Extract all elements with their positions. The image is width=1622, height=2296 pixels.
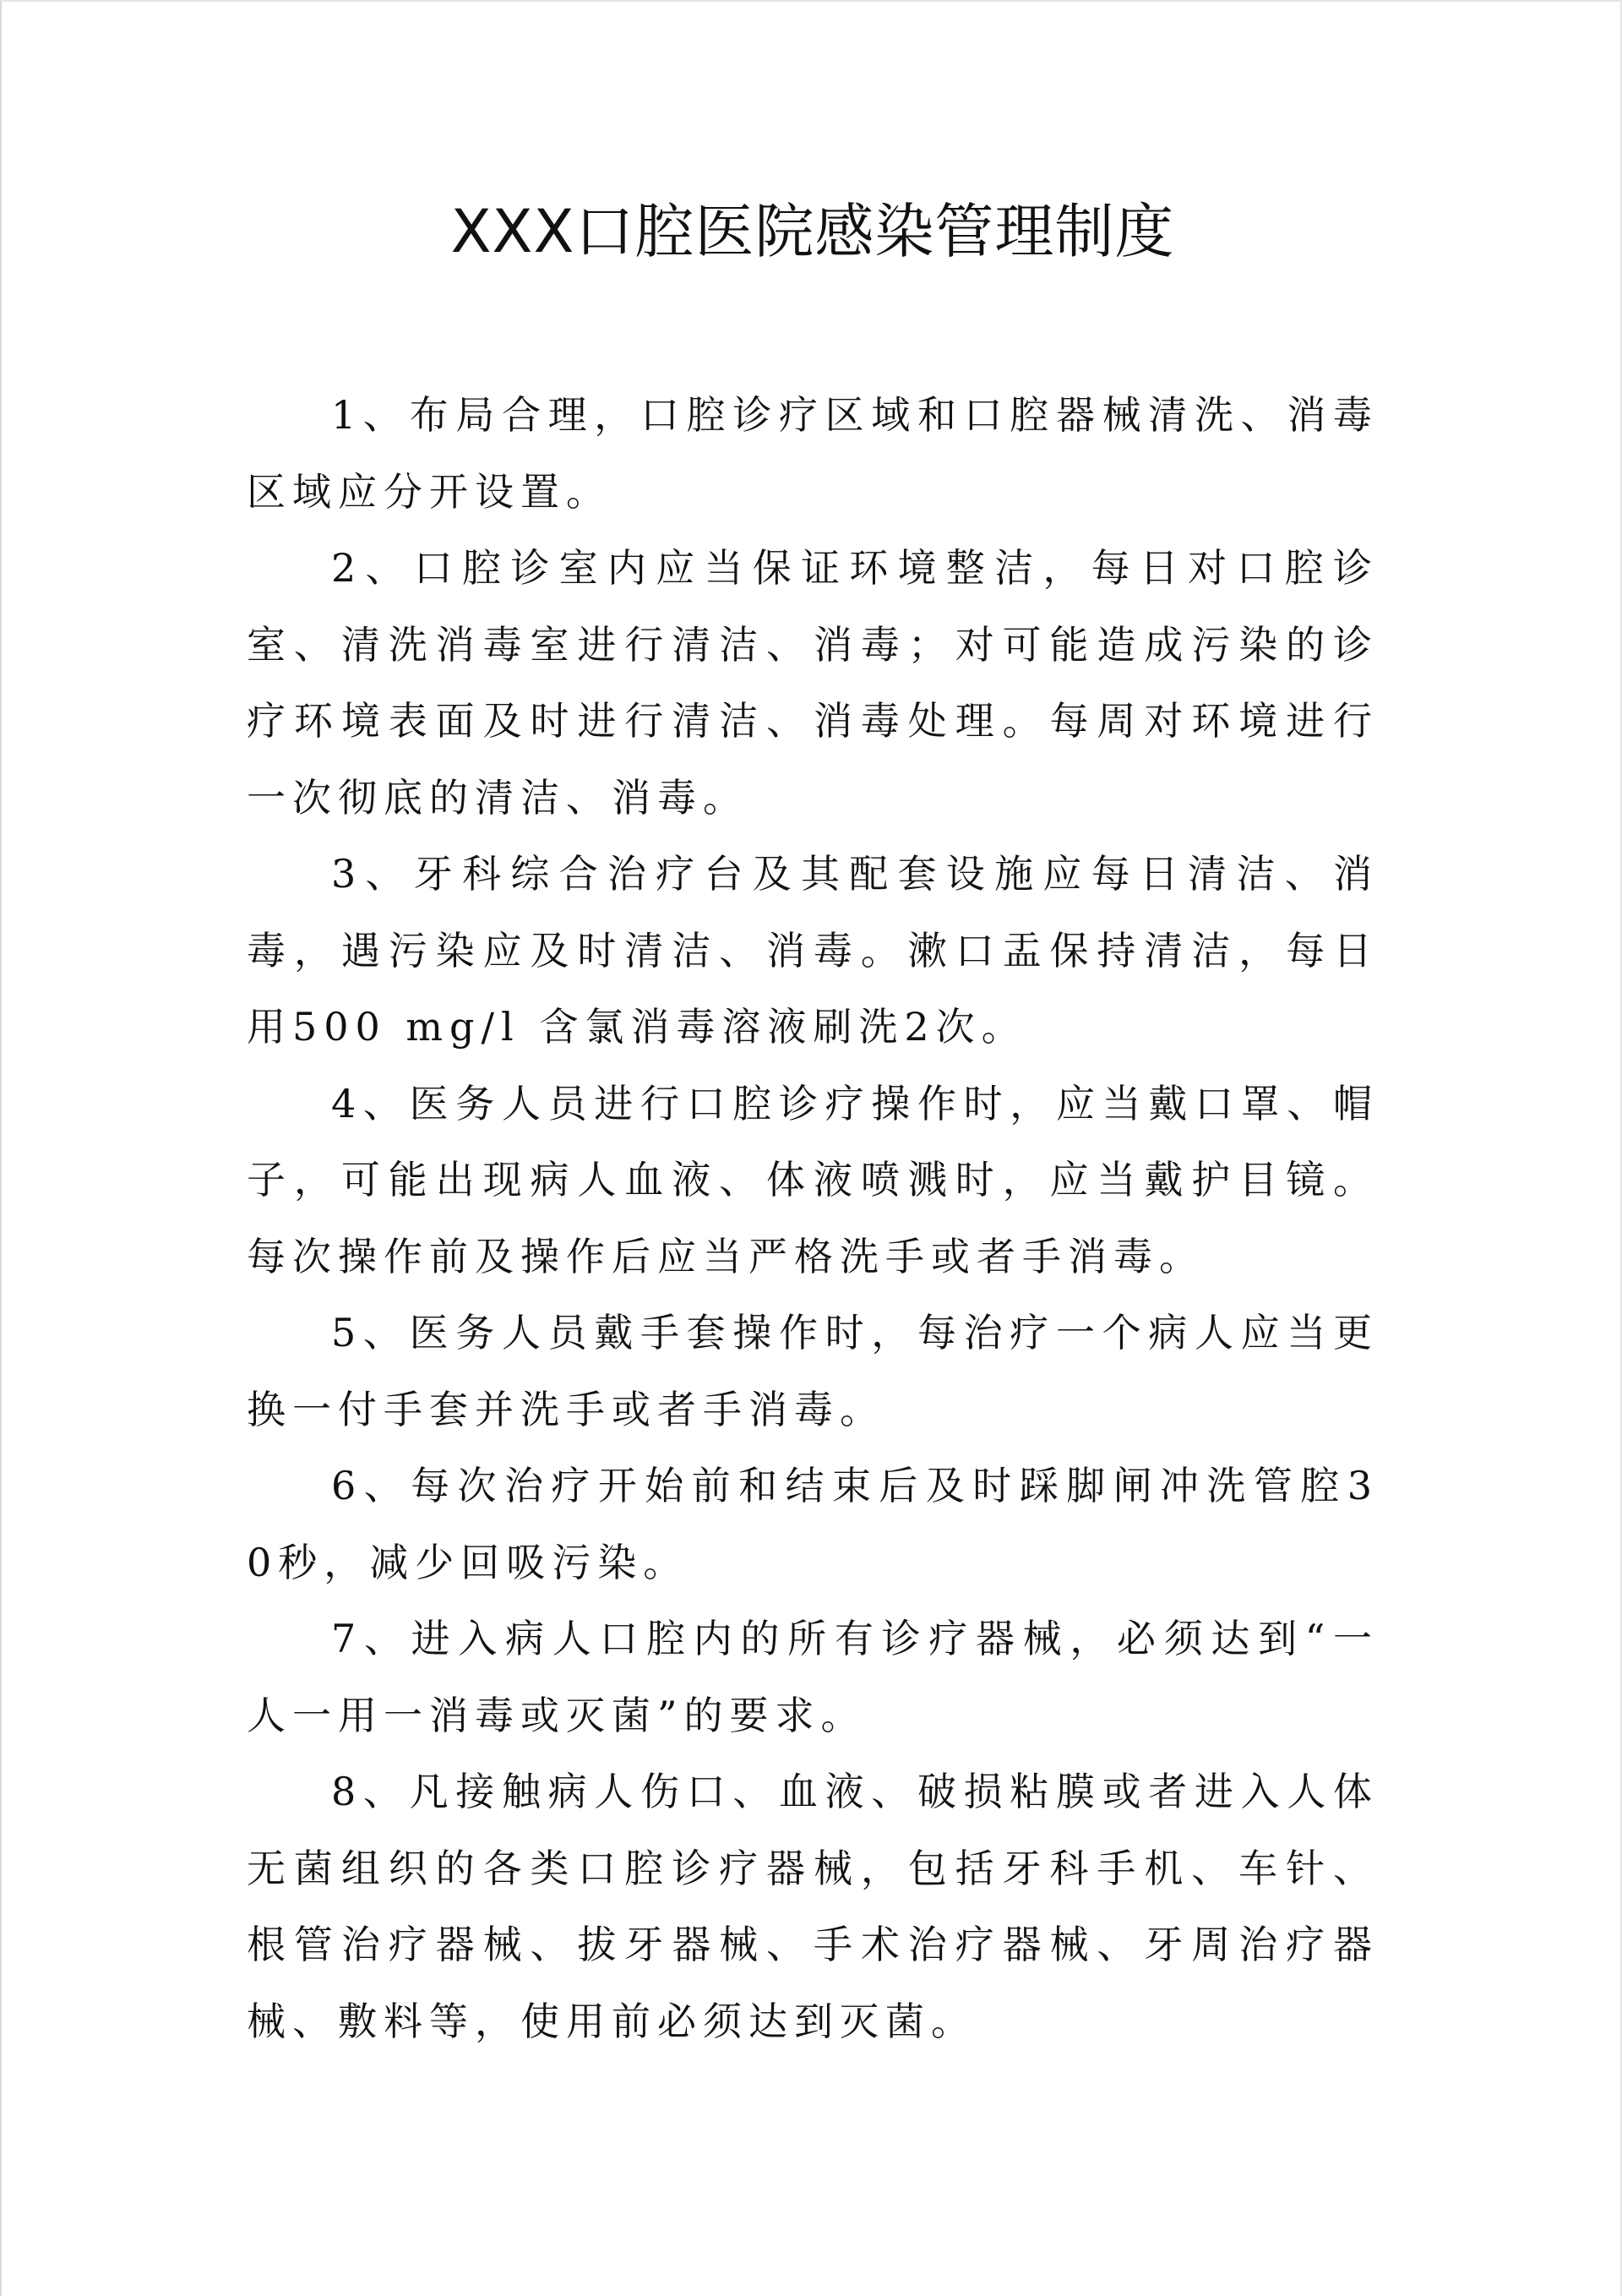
- rule-paragraph-1: 1、布局合理，口腔诊疗区域和口腔器械清洗、消毒区域应分开设置。: [247, 392, 1379, 515]
- document-body: [247, 377, 1379, 2059]
- rule-paragraph-2: 2、口腔诊室内应当保证环境整洁，每日对口腔诊室、清洗消毒室进行清洁、消毒；对可能造成污染的诊疗环境表面及时进行清洁、消毒处理。每周对环境进行一次彻底的清洁、消毒。: [247, 545, 1379, 821]
- rule-paragraph-4: 4、医务人员进行口腔诊疗操作时，应当戴口罩、帽子，可能出现病人血液、体液喷溅时，应当戴护目镜。每次操作前及操作后应当严格洗手或者手消毒。: [247, 1080, 1379, 1279]
- rule-paragraph-8: 8、凡接触病人伤口、血液、破损粘膜或者进入人体无菌组织的各类口腔诊疗器械，包括牙科手机、车针、根管治疗器械、拔牙器械、手术治疗器械、牙周治疗器械、敷料等，使用前必须达到灭菌。: [247, 1769, 1379, 2044]
- rule-paragraph-5: 5、医务人员戴手套操作时，每治疗一个病人应当更换一付手套并洗手或者手消毒。: [247, 1310, 1379, 1432]
- rule-paragraph-6: 6、每次治疗开始前和结束后及时踩脚闸冲洗管腔30秒，减少回吸污染。: [247, 1463, 1379, 1585]
- rule-paragraph-7: 7、进入病人口腔内的所有诊疗器械，必须达到“一人一用一消毒或灭菌”的要求。: [247, 1616, 1379, 1738]
- rule-paragraph-3: 3、牙科综合治疗台及其配套设施应每日清洁、消毒，遇污染应及时清洁、消毒。漱口盂保持清洁，每日用500 mg/l 含氯消毒溶液刷洗2次。: [247, 851, 1379, 1050]
- document-title: XXX口腔医院感染管理制度: [450, 197, 1175, 266]
